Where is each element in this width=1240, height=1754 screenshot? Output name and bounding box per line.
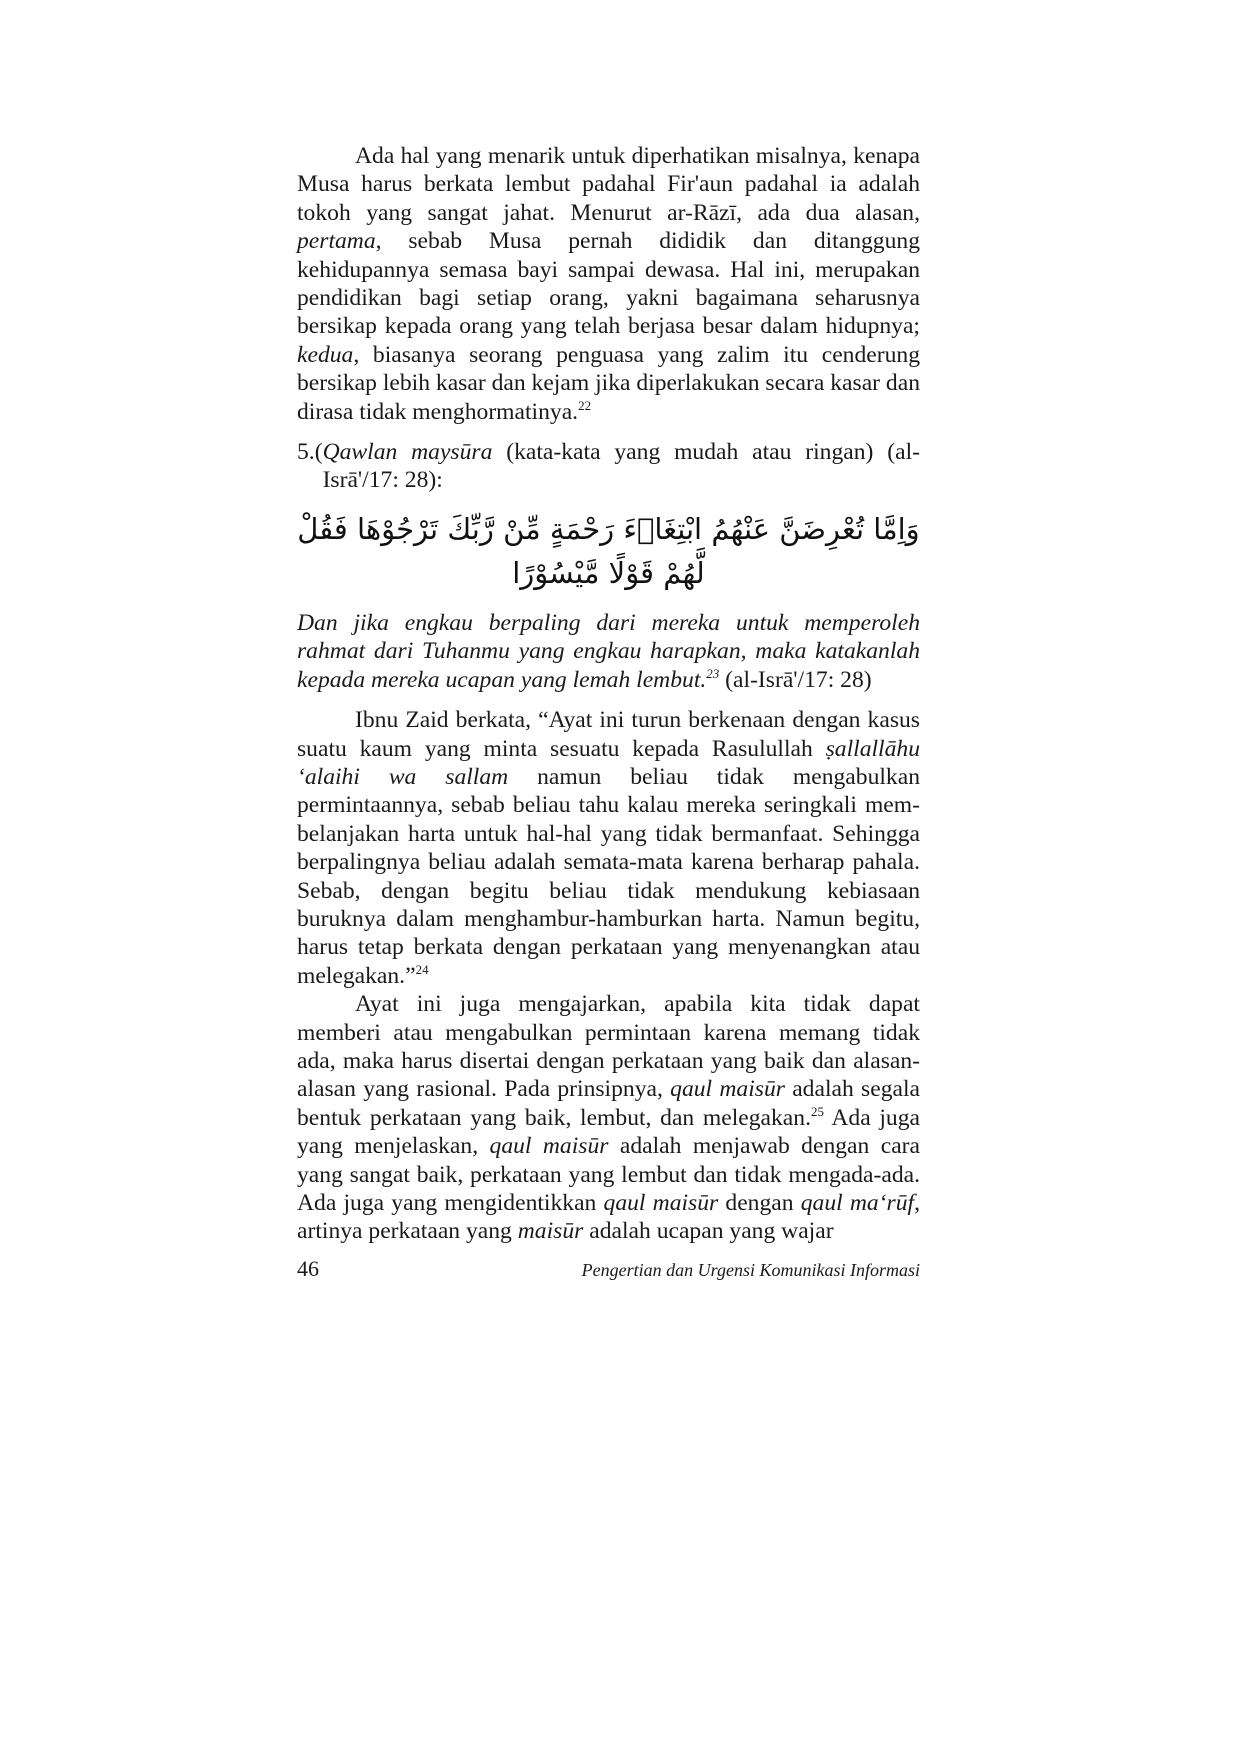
arabic-verse: وَاِمَّا تُعْرِضَنَّ عَنْهُمُ ابْتِغَاۤءَ رَحْمَةٍ مِّنْ رَّبِّكَ تَرْجُوْهَا فَقُلْ لَّهُمْ قَوْلًا مَّيْسُوْرًا: [297, 511, 920, 590]
text: Ada juga yang menjelaskan,: [297, 1104, 920, 1160]
footnote-ref: 25: [810, 1103, 824, 1119]
text: , artinya perkataan yang: [297, 1190, 920, 1245]
text: Ibnu Zaid berkata, “Ayat ini turun berkenaan dengan kasus suatu kaum yang minta sesuatu kepada Rasulullah: [297, 707, 920, 762]
page-number: 46: [297, 1256, 319, 1281]
italic-term: qaul maisūr: [670, 1076, 785, 1103]
text: (kata-kata yang mudah atau ringan) (al-Isrā'/17: 28):: [322, 439, 920, 494]
paragraph-3: [297, 990, 920, 1246]
list-number: 5.(: [297, 439, 323, 466]
verse-reference: (al-Isrā'/17: 28): [719, 666, 872, 693]
list-item-body: [323, 438, 920, 495]
text: Ayat ini juga mengajarkan, apabila kita tidak dapat memberi atau mengabulkan permintaan karena memang tidak ada, maka harus disertai dengan perkataan yang baik dan alasan-alasan yang rasional. Pada prinsipnya,: [297, 991, 920, 1103]
footnote-ref: 23: [706, 665, 720, 681]
page-footer: [297, 1256, 920, 1282]
page-body: [297, 142, 920, 1246]
italic-term: qaul maisūr: [489, 1133, 609, 1160]
text: Ada hal yang menarik untuk diperhatikan misalnya, kenapa Musa harus berkata lembut padahal Fir'aun padahal ia adalah tokoh yang sangat jahat. Menurut ar-Rāzī, ada dua alasan,: [297, 143, 920, 226]
italic-term: Qawlan maysūra: [322, 439, 493, 466]
paragraph-2: [297, 706, 920, 990]
italic-term: qaul maisūr: [603, 1190, 719, 1216]
italic-term: ṣallallāhu ‘alaihi wa sallam: [297, 735, 920, 790]
text: , biasanya seorang penguasa yang zalim itu cenderung bersikap lebih kasar dan kejam jika diperlakukan secara kasar dan dirasa tidak menghormatinya.: [297, 341, 920, 425]
italic-term: pertama: [297, 228, 376, 255]
text: adalah menjawab dengan cara yang sangat baik, perkataan yang lembut dan tidak mengada-ada. Ada juga yang mengidentikkan: [297, 1133, 921, 1216]
text: namun beliau tidak mengabulkan permintaannya, sebab beliau tahu kalau mereka seringkali mem-belanjakan harta untuk hal-hal yang tidak bermanfaat. Sehingga berpalingnya beliau adalah semata-mata karena berharap pahala. Sebab, dengan begitu beliau tidak mendukung kebiasaan buruknya dalam menghambur-hamburkan harta. Namun begitu, harus tetap berkata dengan perkataan yang menyenangkan atau melegakan.”: [297, 763, 920, 989]
italic-term: kedua: [297, 341, 354, 368]
verse-translation: [297, 609, 920, 694]
text: adalah ucapan yang wajar: [583, 1218, 834, 1245]
italic-term: maisūr: [517, 1218, 584, 1245]
footnote-ref: 22: [578, 397, 592, 413]
text: dengan: [718, 1190, 801, 1216]
text: , sebab Musa pernah dididik dan ditanggung kehidupannya semasa bayi sampai dewasa. Hal ini, merupakan pendidikan bagi setiap orang, yakni bagaimana seharusnya bersikap kepada orang yang telah berjasa besar dalam hidupnya;: [297, 228, 920, 340]
list-item-5: [297, 438, 920, 495]
footnote-ref: 24: [415, 961, 429, 977]
text: adalah segala bentuk perkataan yang baik, lembut, dan melegakan.: [297, 1076, 921, 1131]
translation-text: Dan jika engkau berpaling dari mereka untuk memperoleh rahmat dari Tuhanmu yang engkau harapkan, maka katakanlah kepada mereka ucapan yang lemah lembut.: [297, 609, 920, 693]
italic-term: qaul ma‘rūf: [800, 1190, 915, 1216]
paragraph-1: [297, 142, 920, 426]
running-title: Pengertian dan Urgensi Komunikasi Informasi: [581, 1260, 920, 1280]
